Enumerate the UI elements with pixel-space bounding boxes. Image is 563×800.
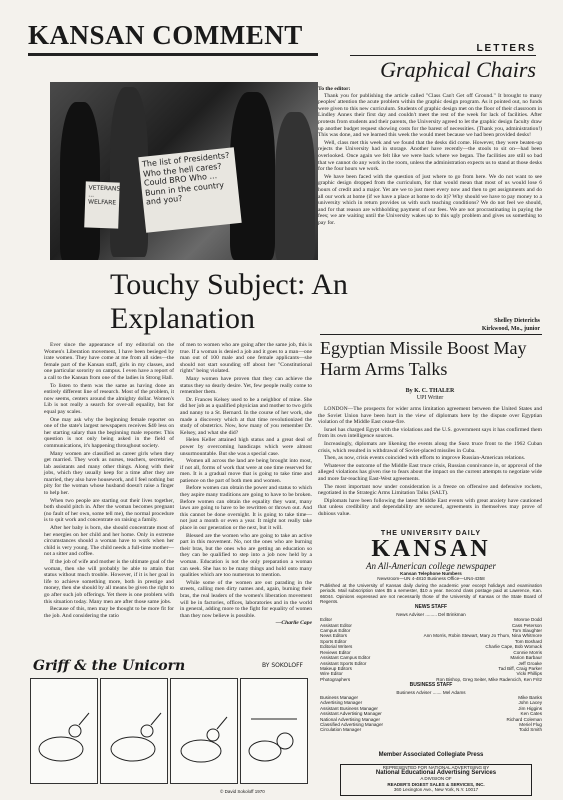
editorial-paragraph: While some of the women are out parading in the streets, calling men dirty names and, again, burning their bras, the real leaders of the women's liberation movement will be in factories, offices, laboratories and in the world in general, adding more to the fight for equality of women than they now believe is possible. — [180, 579, 312, 619]
egypt-paragraph: The most important now under consideration is a freeze on offensive and defensive rockets, negotiated in the Strategic Arms Limitation Talks (SALT). — [318, 483, 542, 497]
letter-paragraph: Thank you for publishing the article called "Class Can't Get off Ground." It brought to many peoples' attention the acute problem within the graphic design program. As it pointed out, no funds were given to this new curriculum. Students of graphic design met on the floor of their classroom in Lindley Annex their first day and couldn't meet the rest of the week for lack of facilities. After protests from students and their parents, the University agreed to let the graphic design faculty draw up another budget request showing costs for the barest of necessities. (Thank you, administration!) This was done, and we learned this week the would meet because we had been provided desks! — [318, 92, 542, 139]
staff-name: Monroe Dodd — [514, 617, 542, 623]
masthead-rule — [28, 53, 318, 56]
nas-line2: A DIVISION OF — [420, 776, 452, 781]
acp-membership: Member Associated Collegiate Press — [378, 752, 484, 758]
letters-title: Graphical Chairs — [380, 57, 536, 82]
staff-name: Ken Cates — [520, 711, 542, 717]
staff-name: Tad Biff, Craig Parker — [498, 665, 542, 671]
staff-name: Charlie Cape, Bob Womack — [485, 644, 542, 650]
news-staff-heading: NEWS STAFF — [414, 604, 448, 611]
staff-role: Makeup Editors — [320, 665, 352, 671]
kansan-tagline: An All-American college newspaper — [365, 561, 497, 571]
protest-photo — [50, 82, 318, 260]
editorial-paragraph: Because of this, men may be thought to be more fit for the job. And considering the ratio — [44, 606, 174, 619]
staff-role: Editor — [320, 617, 333, 623]
staff-name: Jim Higgins — [518, 705, 542, 711]
staff-name: Meriel Flug — [519, 721, 542, 727]
staff-role: Circulation Manager — [320, 727, 362, 733]
staff-name: Vicki Phillips — [516, 671, 542, 677]
letter-signer-info: Kirkwood, Mo., junior — [481, 325, 540, 332]
comic-drawing — [101, 679, 167, 783]
staff-name: Ron Bishop, Greg Seiter, Mike Radencich, Ken Fritz — [436, 676, 542, 682]
staff-role: Assistant Advertising Manager — [320, 711, 382, 717]
staff-role: Photographers — [320, 676, 351, 682]
staff-role: News Editors — [320, 633, 348, 639]
section-masthead: KANSAN COMMENT — [28, 20, 303, 50]
staff-role: Campus Editor — [320, 628, 351, 634]
egypt-paragraph: Increasingly, diplomats are likening the events along the Suez truce front to the 1962 Cuban crisis, which resulted in withdrawal of Soviet-placed missiles in Cuba. — [318, 440, 542, 454]
editorial-paragraph: Many women have proven that they can achieve the status they so dearly desire. Yet, few people really come to remember them. — [180, 375, 312, 396]
staff-name: Tom Slaughter — [512, 628, 542, 634]
editorial-paragraph: When two people are starting out their lives together, both should pitch in. After the woman becomes pregnant (no fault of her own, some tell me), the normal procedure is to quit work and concentrate on raising a family. — [44, 497, 174, 524]
editorial-paragraph: Many women are classified as career girls when they get married. They work as nurses, teachers, secretaries, lab assistants and many other things. Along with their jobs, which they usually keep for a time after they are married, they also have housework, and I feel nothing but pity for the woman whose husband doesn't raise a finger to help her. — [44, 450, 174, 497]
editorial-paragraph: Blessed are the women who are going to take an active part in this movement. No, not the ones who are burning their bras, but the ones who are getting an education so they can be qualified to step into a job now held by a woman. Education is not the only preparation a woman can seek. She has to be many things and hold onto many qualities which are too numerous to mention. — [180, 532, 312, 579]
kansan-university-label: THE UNIVERSITY DAILY — [380, 530, 482, 537]
staff-name: Connie Morris — [513, 649, 542, 655]
comic-credit: BY SOKOLOFF — [262, 662, 303, 669]
staff-role: Assistant Editor — [320, 622, 352, 628]
staff-role: Sports Editor — [320, 638, 347, 644]
letters-label: LETTERS — [476, 43, 536, 54]
staff-name: Todd Smith — [519, 727, 542, 733]
editorial-paragraph: One may ask why the beginning female reporter on one of the state's largest newspapers receives $40 less on her starting salary than the beginning male reporter. This question is not only being asked in the field of communications, it's happening throughout society. — [44, 416, 174, 449]
letter-paragraph: We have been faced with the question of just where to go from here. We do not want to see graphic design dropped from the curriculum, for that would mean that most of us would lose 6 hours of credit and a major. Yet are we to just meet every now and then to get assignments and do all our work at home (if we have a place at home to do it)? Why should we have to pay money to a university which in return provides us with such teaching conditions? We do not feel we should, and for that reason are withholding payment of our fees. We are not procrastinating in paying the fees; we are waiting until the University wakes up to this ugly problem and gives us something to pay for. — [318, 173, 542, 226]
comic-copyright: © David Sokoloff 1970 — [220, 789, 265, 794]
business-adviser: Business Adviser ....... Mel Adams — [396, 689, 466, 695]
egypt-byline-name: By K. C. THALER — [405, 388, 455, 394]
section-rule — [320, 334, 542, 335]
egypt-paragraph: Diplomats have been following the latest Middle East events with great anxiety have cautioned that unless credibility and dependability are secured, agreements in themselves may prove of dubious value. — [318, 497, 542, 517]
photo-figure — [275, 112, 315, 260]
staff-role: Assistant Campus Editor — [320, 655, 371, 661]
editorial-paragraph: Ever since the appearance of my editorial on the Women's Liberation movement, I have been besieged by irate women. They have come at me from all sides—the female part of the Kansan staff, girls in my classes, and one particular sorority on campus. I even have a report of a call to the Kansan from one of the ladies in Strong Hall. — [44, 342, 174, 381]
egypt-paragraph: Then, as now, crisis events coincided with efforts to improve Russian-American relations. — [324, 455, 526, 462]
comic-drawing — [171, 679, 237, 783]
editorial-paragraph: Before women can obtain the power and status to which they aspire many traditions are going to have to be broken. Before women can obtain the equality they want, many laws are going to have to be rewritten or thrown out. And this cannot be done overnight. It is going to take time—not just a month or even a year. It might not really take place in our generation or the next, but it will. — [180, 485, 312, 532]
kansan-nameplate: KANSAN — [371, 536, 491, 562]
editorial-paragraph: If the job of wife and mother is the ultimate goal of the woman, then she will probably be able to attain that status without much trouble. However, if it is her goal in life to achieve something more, both in prestige and money, then she should by all means be given the right to go after such job offerings. Yet there is one problem with this situation today. Many men are after those same jobs. — [44, 559, 174, 605]
editorial-paragraph: Women all across the land are being brought into most, if not all, forms of work that were at one time reserved for men. It is a gradual move that is going to take time and patience on the part of both men and women. — [180, 458, 312, 484]
kansan-phones: Newsroom—UN 4-4810 Business Office—UN4-4358 — [377, 576, 485, 582]
editorial-paragraph: To listen to them was the same as having done an entirely different line of research. Most of the problem, it now seems, centers around the almighty dollar. Women's Lib is not really a search for over-all equality, but for equal pay scales. — [44, 382, 174, 415]
national-ad-box — [340, 764, 532, 796]
staff-row — [320, 727, 542, 732]
staff-role: Assistant Business Manager — [320, 705, 378, 711]
nas-line1: REPRESENTED FOR NATIONAL ADVERTISING BY — [382, 765, 490, 770]
egypt-paragraph: LONDON—The prospects for wider arms limitation agreement between the United States and the Soviet Union have been hurt in the view of diplomats here by the dispute over Egyptian violation of the Middle East cease-fire. — [318, 406, 542, 426]
editorial-signature: —Charlie Cape — [275, 620, 312, 627]
nas-line4: 360 Lexington Ave., New York, N.Y. 10017 — [393, 787, 479, 792]
egypt-paragraph: Israel has charged Egypt with the violations and the U.S. government says it has confirmed them from its own intelligence sources. — [318, 426, 542, 440]
protest-sign-small: VETERANS ... WELFARE — [84, 181, 120, 228]
comic-drawing — [31, 679, 97, 783]
editorial-column-2 — [180, 342, 312, 627]
staff-role: Advertising Manager — [320, 700, 363, 706]
protest-sign: The list of Presidents? Who the hell cares? Could BRO Who ... Bunn in the country and you? — [138, 147, 241, 233]
staff-role: Classified Advertising Manager — [320, 721, 384, 727]
editorial-headline: Touchy Subject: An Explanation — [110, 268, 348, 335]
comic-title: Griff & the Unicorn — [33, 658, 186, 674]
staff-role: Business Manager — [320, 694, 359, 700]
editorial-paragraph: Dr. Frances Kelsey used to be a neighbor of mine. She did her job as a qualified physician and mother to two girls and nanny to a St. Bernard. In the course of her work, she made a discovery which at that time revolutionized the study of obstetrics. Now, how many of you remember Dr. Kelsey, and what she did? — [180, 396, 312, 436]
staff-name: John Lacey — [518, 700, 542, 706]
comic-panel — [240, 678, 308, 784]
staff-name: Marion Barbaur — [510, 655, 542, 661]
letter-signature — [440, 318, 540, 333]
staff-role: Wire Editor — [320, 671, 343, 677]
egypt-headline: Egyptian Missile Boost May Harm Arms Talks — [320, 338, 527, 379]
kansan-phones-title: Kansan Telephone Numbers — [400, 571, 462, 576]
egypt-column — [318, 406, 542, 519]
staff-role: Reviews Editor — [320, 649, 351, 655]
nas-name: National Educational Advertising Services — [375, 769, 497, 776]
letters-rule — [350, 55, 536, 56]
editorial-paragraph: After her baby is born, she should concentrate most of her energies on her child and her home. Only in extreme circumstances should a woman have to work when her child is very young. The child needs a full-time mother—not a sitter and coffee. — [44, 525, 174, 558]
comic-panel — [100, 678, 168, 784]
letter-column — [318, 86, 542, 227]
news-staff-list — [320, 617, 542, 682]
staff-name: Jeff Groake — [518, 660, 542, 666]
business-staff-heading: BUSINESS STAFF — [409, 682, 453, 689]
kansan-publish-note: Published at the University of Kansas daily during the academic year except holidays and examination periods. Mail subscription rates $5 a semester, $10 a year. Second class postage paid at Lawrence, Kan. 66044. Opinions expressed are not necessarily those of the University of Kansas or the State Board of Regents. — [320, 582, 542, 605]
nas-line3: READER'S DIGEST SALES & SERVICES, INC. — [387, 781, 485, 787]
staff-role: National Advertising Manager — [320, 716, 381, 722]
staff-name: Mike Banks — [518, 694, 542, 700]
staff-name: Tom Boshard — [514, 638, 542, 644]
egypt-byline — [320, 388, 540, 402]
comic-panel — [30, 678, 98, 784]
letter-paragraph: Well, class met this week and we found that the desks did come. However, they were beaten-up rejects the University had in storage. Another have recently—the stools to sit on—had been overlooked. Once again we felt like we were back where we began. The facilities are still so bad that we cannot do any work in the room, unless the administration expects us to stand at those desks for the four hours we work. — [318, 139, 542, 173]
staff-name: Richard Coleman — [506, 716, 542, 722]
news-adviser: News Adviser ......... Del Brinkman — [396, 611, 466, 617]
letters-header — [350, 43, 536, 83]
kansan-masthead-box — [320, 530, 542, 750]
egypt-byline-title: UPI Writer — [416, 395, 444, 401]
staff-name: Cass Peterson — [511, 622, 542, 628]
staff-role: Editorial Writers — [320, 644, 353, 650]
business-staff-list — [320, 695, 542, 733]
editorial-paragraph: of men to women who are going after the same job, this is true. If a woman is denied a job and it goes to a man—one man out of 100 male and one female applicants—she should not start sounding off about her "Constitutional rights" being violated. — [180, 342, 312, 375]
letter-signer-name: Shelley Dieterichs — [494, 318, 540, 324]
egypt-paragraph: Whatever the outcome of the Middle East truce crisis, Russian connivance in, or approval of the alleged violations has given rise to fears about the impact on the current attempts to negotiate wide and more far-reaching East-West agreements. — [318, 462, 542, 482]
editorial-paragraph: Helen Keller attained high status and a great deal of power by overcoming handicaps which were almost unsurmountable. But she was a special case. — [180, 437, 312, 457]
editorial-column-1 — [44, 342, 174, 620]
comic-strip — [30, 678, 308, 788]
comic-panel — [170, 678, 238, 784]
letter-salutation: To the editor: — [318, 86, 351, 92]
staff-name: Ann Morris, Robin Stewart, Mary Jo Thum, Nina Whitmore — [423, 633, 542, 639]
comic-drawing — [241, 679, 307, 783]
staff-role: Assistant Sports Editor — [320, 660, 367, 666]
